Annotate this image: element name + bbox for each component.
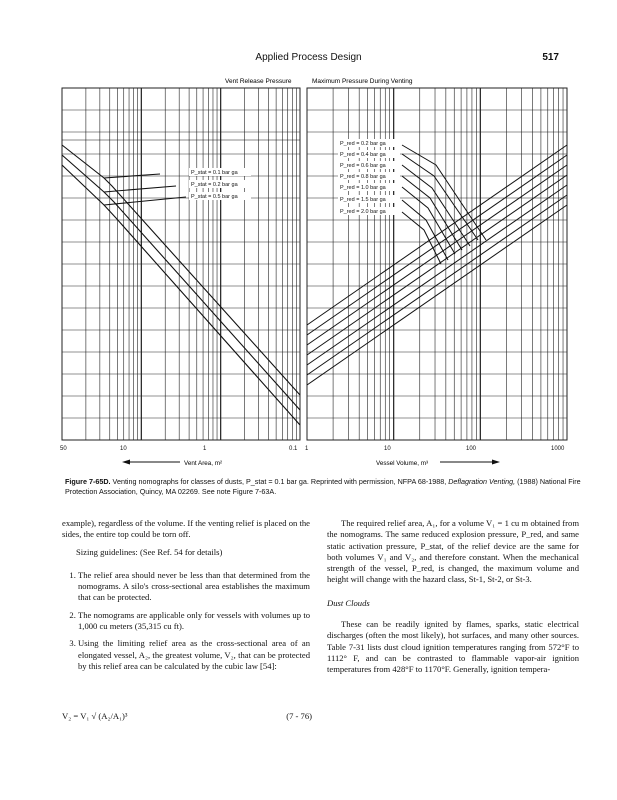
left-paragraph-1: example), regardless of the volume. If the venting relief is placed on the sides, the entire top could be torn off.	[62, 518, 310, 540]
pred-label-7: P_red = 2.0 bar ga	[340, 209, 386, 215]
equation-text: V₂ = V₁ √ (A₂/A₁)³	[62, 711, 128, 721]
pred-label-4: P_red = 0.8 bar ga	[340, 174, 386, 180]
right-axis-label: Vessel Volume, m³	[376, 460, 429, 467]
subheading-dust-clouds: Dust Clouds	[327, 597, 370, 608]
equation-7-76	[62, 711, 312, 721]
right-panel-title: Maximum Pressure During Venting	[312, 78, 413, 85]
page-number: 517	[542, 52, 559, 63]
right-column	[327, 518, 579, 682]
caption-text: Venting nomographs for classes of dusts, P_stat = 0.1 bar ga. Reprinted with permission, NFPA 68-1988,	[112, 477, 447, 486]
list-item: 1. The relief area should never be less than that determined from the nomograms. A silo's cross-sectional area establishes the maximum that can be protected.	[78, 570, 310, 604]
left-tick-10: 10	[120, 446, 127, 452]
pred-label-3: P_red = 0.6 bar ga	[340, 163, 386, 169]
list-item: 3. Using the limiting relief area as the cross-sectional area of an elongated vessel, A₂, the greatest volume, V₂, that can be protected by this relief area can be calculated by the cubic law [54]:	[78, 638, 310, 672]
left-column	[62, 518, 310, 678]
right-tick-100: 100	[466, 446, 477, 452]
running-title: Applied Process Design	[255, 52, 362, 63]
right-curves	[307, 145, 567, 385]
pstat-label-2: P_stat = 0.2 bar ga	[191, 182, 238, 188]
guideline-list	[62, 570, 310, 672]
left-panel-title: Vent Release Pressure	[225, 78, 292, 85]
pred-label-5: P_red = 1.0 bar ga	[340, 185, 386, 191]
pred-label-1: P_red = 0.2 bar ga	[340, 141, 386, 147]
caption-italic: Deflagration Venting,	[448, 477, 516, 486]
caption-text-2: (1988) National Fire Protection Association, Quincy, MA 02269. See note Figure 7-63A.	[65, 477, 581, 496]
pred-label-2: P_red = 0.4 bar ga	[340, 152, 386, 158]
left-tick-50: 50	[60, 446, 67, 452]
right-tick-1000: 1000	[551, 446, 565, 452]
left-axis-label: Vent Area, m²	[184, 460, 223, 467]
right-tick-1: 1	[305, 446, 309, 452]
right-paragraph-2: These can be readily ignited by flames, sparks, static electrical discharges (often the most likely), hot surfaces, and many other sources. Table 7-31 lists dust cloud ignition temperatures ranging from 572°F to 1112° F, and can be contrasted to flammable vapor-air ignition temperatures from 428°F to 1170°F. Generally, ignition tempera-	[327, 619, 579, 675]
left-grid	[62, 88, 300, 440]
left-tick-0.1: 0.1	[289, 446, 298, 452]
pred-label-6: P_red = 1.5 bar ga	[340, 197, 386, 203]
left-paragraph-2: Sizing guidelines: (See Ref. 54 for details)	[76, 546, 223, 557]
right-paragraph-1: The required relief area, A₁, for a volume V₁ = 1 cu m obtained from the nomograms. The same reduced explosion pressure, P_red, and same static activation pressure, P_stat, of the relief device are the same for both volumes V₁ and V₂, and therefore constant. When the mechanical strength of the vessel, P_red, is changed, the maximum volume and height will change with the hazard class, St-1, St-2, or St-3.	[327, 518, 579, 585]
left-tick-1: 1	[203, 446, 207, 452]
equation-number: (7 - 76)	[286, 711, 312, 721]
pstat-label-1: P_stat = 0.1 bar ga	[191, 170, 238, 176]
pstat-label-3: P_stat = 0.5 bar ga	[191, 194, 238, 200]
caption-label: Figure 7-65D.	[65, 477, 111, 486]
list-item: 2. The nomograms are applicable only for vessels with volumes up to 1,000 cu meters (35,315 cu ft).	[78, 610, 310, 633]
figure-caption	[65, 477, 585, 496]
left-curves	[62, 140, 300, 425]
right-tick-10: 10	[384, 446, 391, 452]
